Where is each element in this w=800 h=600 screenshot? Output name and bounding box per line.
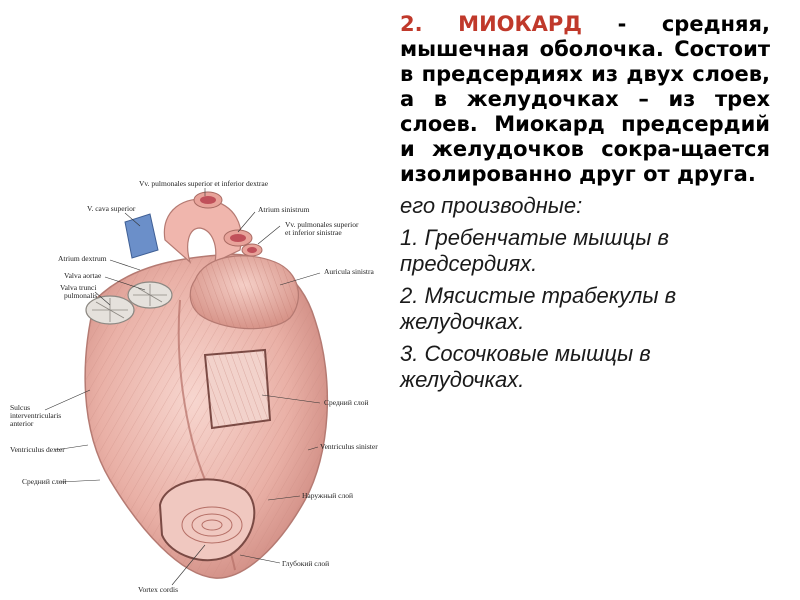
valva-trunci-pulmonalis xyxy=(86,296,134,324)
label-vv-pulmonales-sinistrae-1: Vv. pulmonales superior xyxy=(285,220,359,229)
label-ventriculus-sinister: Ventriculus sinister xyxy=(320,442,378,451)
vortex-cordis xyxy=(160,479,254,560)
label-sulcus-1: Sulcus xyxy=(10,403,31,412)
valva-aortae xyxy=(128,282,172,308)
label-vortex-cordis: Vortex cordis xyxy=(138,585,179,594)
label-vv-pulmonales-dextrae: Vv. pulmonales superior et inferior dextrae xyxy=(139,179,269,188)
derivative-line: желудочках. xyxy=(400,367,525,392)
derivatives-intro: его производные: xyxy=(400,193,583,218)
label-middle-layer-left: Средний слой xyxy=(22,477,67,486)
text-panel xyxy=(400,12,770,393)
label-ventriculus-dexter: Ventriculus dexter xyxy=(10,445,65,454)
aorta xyxy=(164,199,241,262)
label-atrium-dextrum: Atrium dextrum xyxy=(58,254,107,263)
label-middle-layer-right: Средний слой xyxy=(324,398,369,407)
item-number: 2. xyxy=(400,12,423,36)
vena-cava-superior xyxy=(125,214,158,258)
myocardium-description: - средняя, мышечная оболочка. Состоит в предсердиях из двух слоев, а в желудочках – из трех слоев. Миокард предсердий и желудочков сокра-щается изолированно друг от друга. xyxy=(400,12,771,186)
derivative-line: предсердиях. xyxy=(400,251,538,276)
derivative-line: желудочках. xyxy=(400,309,525,334)
label-auricula-sinistra: Auricula sinistra xyxy=(324,267,374,276)
label-valva-trunci-2: pulmonalis xyxy=(64,291,98,300)
derivative-line: 1. Гребенчатые мышцы в xyxy=(400,225,670,250)
label-outer-layer: Наружный слой xyxy=(302,491,354,500)
derivative-line: 3. Сосочковые мышцы в xyxy=(400,341,651,366)
label-valva-aortae: Valva aortae xyxy=(64,271,102,280)
derivative-item-1 xyxy=(400,225,770,277)
label-v-cava-superior: V. cava superior xyxy=(87,204,136,213)
term-myocardium: МИОКАРД xyxy=(458,12,583,36)
label-vv-pulmonales-sinistrae-2: et inferior sinistrae xyxy=(285,228,342,237)
derivative-line: 2. Мясистые трабекулы в xyxy=(400,283,677,308)
label-sulcus-2: interventricularis xyxy=(10,411,62,420)
label-atrium-sinistrum: Atrium sinistrum xyxy=(258,205,310,214)
label-valva-trunci-1: Valva trunci xyxy=(60,283,97,292)
label-deep-layer: Глубокий слой xyxy=(282,559,330,568)
derivative-item-2 xyxy=(400,283,770,335)
label-sulcus-3: anterior xyxy=(10,419,34,428)
myocardium-paragraph xyxy=(400,12,770,187)
derivative-item-3 xyxy=(400,341,770,393)
heart-illustration xyxy=(0,170,400,600)
